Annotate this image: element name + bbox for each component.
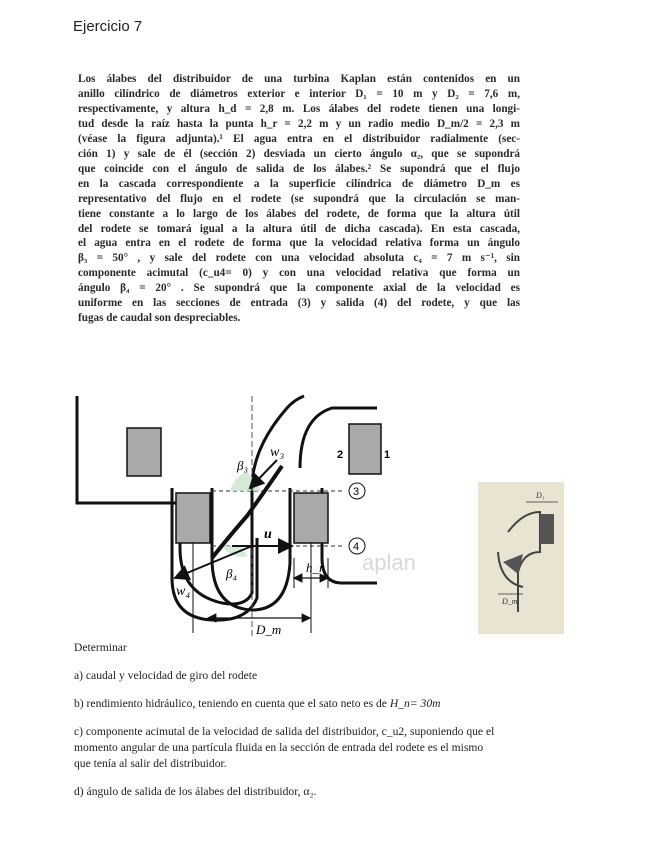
runner-blade-left [176,493,210,543]
label-section-2: 2 [337,449,344,461]
statement-line: respectivamente, y altura h_d = 2,8 m. Los álabes del rodete tienen una longi- [78,102,520,115]
beta4-arc [222,546,248,557]
label-beta4: β₄ [226,566,237,581]
question-b [74,696,440,712]
label-section-3: 3 [353,486,360,498]
label-w4: w₄ [176,584,191,599]
label-section-1: 1 [384,449,391,461]
label-dm: D_m [256,622,282,637]
statement-line: que coincide con el ángulo de salida de los álabes.² Se supondrá que el flujo [78,162,520,175]
runner-blade-right [294,493,328,543]
statement-line: (véase la figura adjunta).¹ El agua entra en el distribuidor radialmente (sec- [78,132,520,145]
statement-line: en la cascada correspondiente a la superficie cilíndrica de diámetro D_m es [78,177,520,190]
label-hr: h_r [306,560,325,575]
label-u: u [264,527,272,542]
statement-line: representativo del flujo en el rodete (se supondrá que la circulación se man- [78,192,520,205]
label-w3: w₃ [270,445,285,460]
statement-line: tiene constante a lo largo de los álabes del rodete, de forma que la altura útil [78,207,520,220]
statement-line: componente acimutal (c_u4= 0) y con una velocidad relativa que forma un [78,267,520,280]
question-b-text: b) rendimiento hidráulico, teniendo en cuenta que el sato neto es de [74,697,390,710]
statement-line: ción 1) y sale de él (sección 2) desviada un cierto ángulo α₂, que se supondrá [78,147,520,160]
question-c-line-2: momento angular de una partícula fluida en la sección de entrada del rodete es el mismo [74,741,484,754]
statement-line: β₃ = 50° , y sale del rodete con una velocidad absoluta c₄ = 7 m s⁻¹, sin [78,252,520,265]
statement-line: tud desde la raíz hasta la punta h_r = 2,2 m y un radio medio D_m/2 = 2,3 m [78,117,520,130]
distributor-blade-left [127,428,161,476]
label-section-4: 4 [353,541,360,553]
statement-line: uniforme en las secciones de entrada (3) y salida (4) del rodete, y que las [78,297,520,310]
statement-line: Los álabes del distribuidor de una turbina Kaplan están contenidos en un [78,73,520,85]
thumb-label-d1: D₁ [536,491,545,500]
kaplan-turbine-diagram [72,388,416,640]
statement-line: ángulo β₄ = 20° . Se supondrá que la componente axial de la velocidad es [78,282,520,295]
statement-line: fugas de caudal son despreciables. [78,312,241,325]
label-beta3: β₃ [237,458,248,473]
statement-line: del rodete se tomará igual a la altura útil de dicha cascada). En esta cascada, [78,222,520,235]
page-title: Ejercicio 7 [73,18,143,35]
watermark-text: aplan [362,550,416,575]
thumb-label-dm: D_m [502,597,518,606]
statement-line: el agua entra en el rodete de forma que la velocidad relativa forma un ángulo [78,237,520,250]
statement-line: anillo cilíndrico de diámetros exterior e interior D₁ = 10 m y D₂ = 7,6 m, [78,87,520,100]
distributor-blade-right [349,424,381,474]
questions-header: Determinar [74,641,127,654]
question-c-line-1: c) componente acimutal de la velocidad de salida del distribuidor, c_u2, suponiendo que el [74,725,495,738]
question-a: a) caudal y velocidad de giro del rodete [74,669,258,682]
question-b-value: H_n= 30m [389,697,441,710]
question-c-line-3: que tenía al salir del distribuidor. [74,757,227,770]
question-d: d) ángulo de salida de los álabes del distribuidor, α₂. [74,785,317,798]
problem-statement [78,72,520,326]
kaplan-thumbnail [478,482,564,634]
